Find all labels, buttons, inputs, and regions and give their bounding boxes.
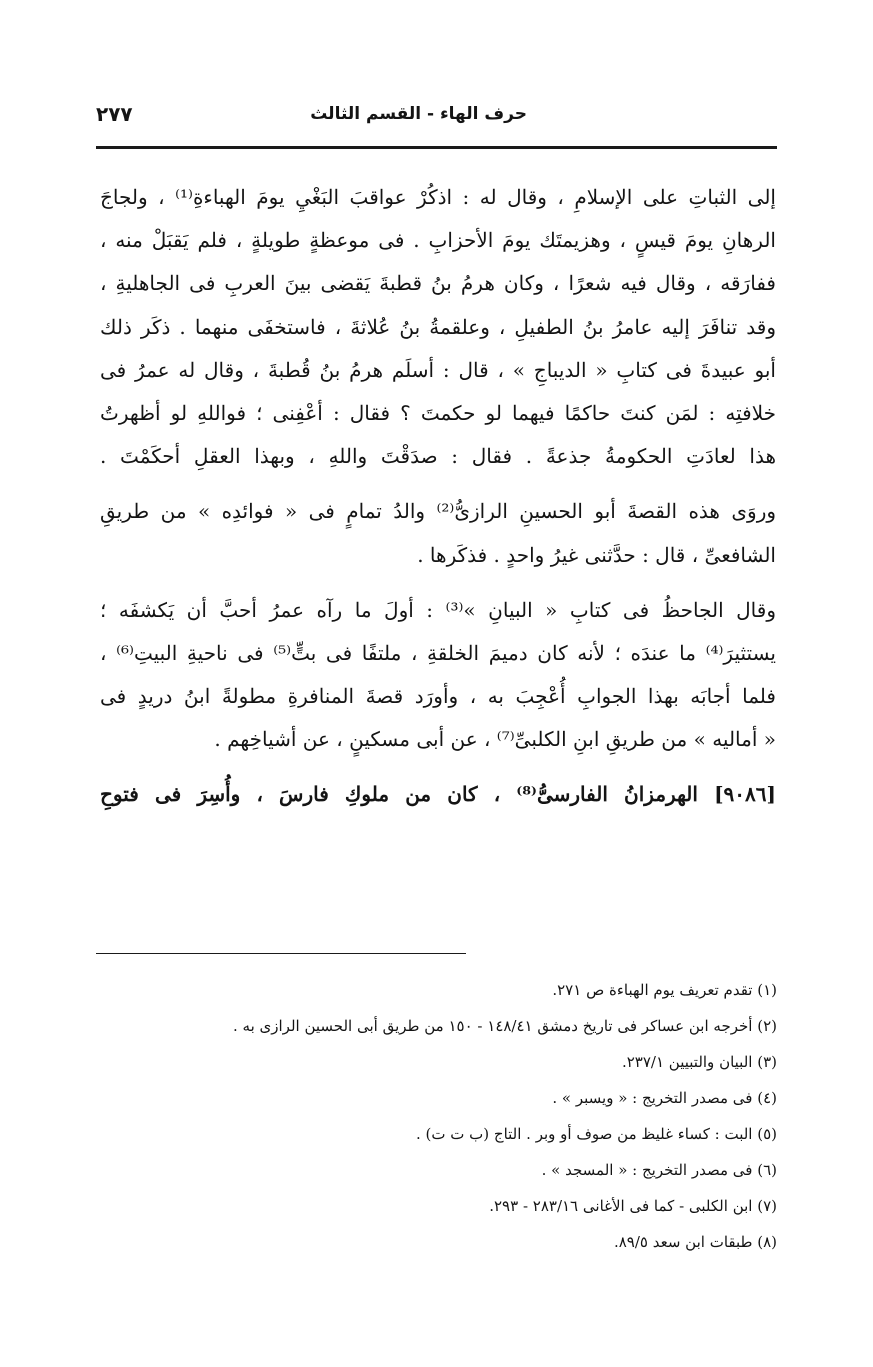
footnote: (٥) البت : كساء غليظ من صوف أو وبر . التاج (ب ت ت) . [415, 1125, 777, 1143]
paragraph [100, 490, 776, 576]
text-line: فلما أجابَه بهذا الجوابِ أُعْجِبَ به ، وأورَد قصةَ المنافرةِ مطولةً ابنُ دريدٍ فى [100, 684, 776, 709]
footnote: (٦) فى مصدر التخريج : « المسجد » . [541, 1161, 777, 1179]
footnote: (٣) البيان والتبيين ٢٣٧/١. [621, 1053, 777, 1071]
text-line: أبو عبيدةَ فى كتابِ « الديباجِ » ، قال : أسلَم هرمُ بنُ قُطبةَ ، وقال له عمرُ فى [100, 357, 776, 382]
page-number: ٢٧٧ [96, 102, 133, 126]
text-line: الرهانِ يومَ قيسٍ ، وهزيمتَك يومَ الأحزابِ . فى موعظةٍ طويلةٍ ، فلم يَقبَلْ منه ، [100, 228, 776, 253]
text-line: الشافعىِّ ، قال : حدَّثنى غيرُ واحدٍ . فذكَرها . [417, 542, 776, 567]
footnote: (١) تقدم تعريف يوم الهباءة ص ٢٧١. [552, 981, 777, 999]
text-line: إلى الثباتِ على الإسلامِ ، وقال له : اذكُرْ عواقبَ البَغْيِ يومَ الهباءةِ⁽¹⁾ ، ولجاجَ [100, 185, 776, 209]
footnotes [96, 972, 777, 1260]
text-line: خلافتِه : لمَن كنتَ حاكمًا فيهما لو حكمتَ ؟ فقال : أعْفِنى ؛ فواللهِ لو أظهرتُ [100, 400, 776, 425]
footnote-rule [96, 953, 466, 954]
text-line: وروَى هذه القصةَ أبو الحسينِ الرازىُّ⁽²⁾ والدُ تمامٍ فى « فوائدِه » من طريقِ [100, 499, 776, 524]
footnote: (٧) ابن الكلبى - كما فى الأغانى ٢٨٣/١٦ - ٢٩٣. [489, 1197, 777, 1215]
paragraph-gap [100, 478, 776, 490]
entry-heading-paragraph [100, 773, 776, 816]
main-text [100, 176, 776, 817]
paragraph-gap [100, 577, 776, 589]
paragraph-gap [100, 761, 776, 773]
paragraph [100, 176, 776, 478]
footnote: (٨) طبقات ابن سعد ٨٩/٥. [613, 1233, 777, 1251]
text-line: ففارَقه ، وقال فيه شعرًا ، وكان هرمُ بنُ قطبةَ يَقضى بينَ العربِ فى الجاهليةِ ، [100, 271, 776, 296]
footnote: (٤) فى مصدر التخريج : « ويسبر » . [552, 1089, 777, 1107]
header-rule [96, 146, 777, 149]
running-title: حرف الهاء - القسم الثالث [310, 104, 527, 124]
text-line: وقد تنافَرَ إليه عامرُ بنُ الطفيلِ ، وعلقمةُ بنُ عُلاثةَ ، فاستخفَى منهما . ذكَر ذلك [100, 314, 776, 339]
paragraph [100, 589, 776, 762]
footnote: (٢) أخرجه ابن عساكر فى تاريخ دمشق ١٤٨/٤١ - ١٥٠ من طريق أبى الحسين الرازى به . [233, 1017, 777, 1035]
page-header [96, 100, 777, 140]
text-line: « أماليه » من طريقِ ابنِ الكلبىِّ⁽⁷⁾ ، عن أبى مسكينٍ ، عن أشياخِهم . [214, 727, 776, 752]
text-line: يستثيرَ⁽⁴⁾ ما عندَه ؛ لأنه كان دميمَ الخلقةِ ، ملتفًا فى بتٍّ⁽⁵⁾ فى ناحيةِ البيتِ⁽⁶⁾ ، [100, 640, 776, 665]
text-line: [٩٠٨٦] الهرمزانُ الفارسىُّ⁽⁸⁾ ، كان من ملوكِ فارسَ ، وأُسِرَ فى فتوحِ [100, 782, 776, 807]
text-line: هذا لعادَتِ الحكومةُ جذعةً . فقال : صدَقْتَ واللهِ ، وبهذا العقلِ أحكَمْتَ . [100, 444, 776, 469]
text-line: وقال الجاحظُ فى كتابِ « البيانِ »⁽³⁾ : أولَ ما رآه عمرُ أحبَّ أن يَكشفَه ؛ [100, 597, 776, 622]
